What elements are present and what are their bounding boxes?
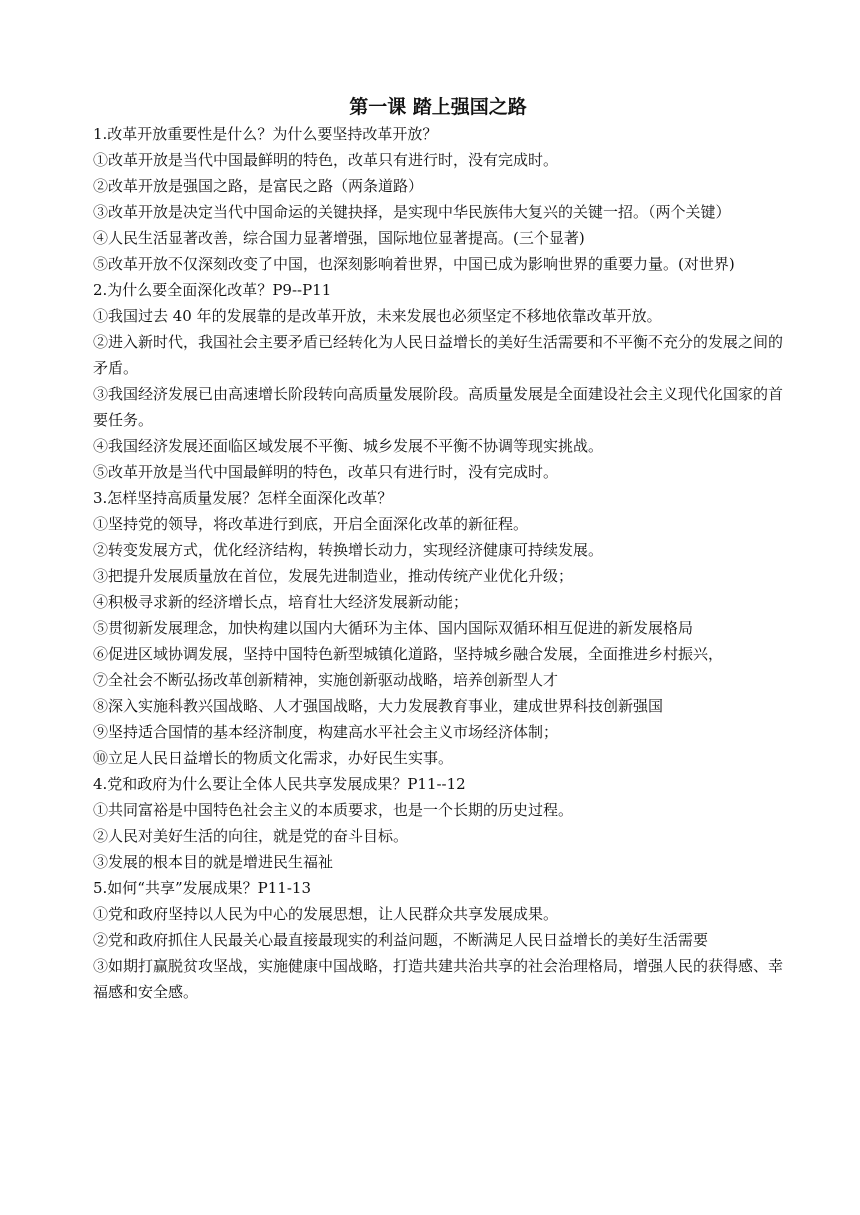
answer-2-1: ①我国过去 40 年的发展靠的是改革开放，未来发展也必须坚定不移地依靠改革开放。 <box>93 307 662 325</box>
answer-3-10: ⑩立足人民日益增长的物质文化需求，办好民生实事。 <box>93 749 454 767</box>
question-1: 1.改革开放重要性是什么？为什么要坚持改革开放？ <box>93 125 438 143</box>
question-3: 3.怎样坚持高质量发展？怎样全面深化改革？ <box>93 489 393 507</box>
answer-2-2: ②进入新时代，我国社会主要矛盾已经转化为人民日益增长的美好生活需要和不平衡不充分的发展之间的矛盾。 <box>93 333 784 377</box>
answer-3-8: ⑧深入实施科教兴国战略、人才强国战略，大力发展教育事业，建成世界科技创新强国 <box>93 697 664 715</box>
question-4: 4.党和政府为什么要让全体人民共享发展成果？P11--12 <box>93 775 466 793</box>
answer-2-3: ③我国经济发展已由高速增长阶段转向高质量发展阶段。高质量发展是全面建设社会主义现代化国家的首要任务。 <box>93 385 784 429</box>
question-5: 5.如何“共享”发展成果？P11-13 <box>93 879 311 897</box>
answer-1-5: ⑤改革开放不仅深刻改变了中国，也深刻影响着世界，中国已成为影响世界的重要力量。(对世界) <box>93 255 735 273</box>
document-page <box>93 93 783 1005</box>
answer-3-1: ①坚持党的领导，将改革进行到底，开启全面深化改革的新征程。 <box>93 515 529 533</box>
answer-5-1: ①党和政府坚持以人民为中心的发展思想，让人民群众共享发展成果。 <box>93 905 559 923</box>
answer-4-2: ②人民对美好生活的向往，就是党的奋斗目标。 <box>93 827 409 845</box>
answer-5-2: ②党和政府抓住人民最关心最直接最现实的利益问题，不断满足人民日益增长的美好生活需要 <box>93 931 709 949</box>
answer-1-2: ②改革开放是强国之路，是富民之路（两条道路） <box>93 177 424 195</box>
answer-3-2: ②转变发展方式，优化经济结构，转换增长动力，实现经济健康可持续发展。 <box>93 541 604 559</box>
answer-3-9: ⑨坚持适合国情的基本经济制度，构建高水平社会主义市场经济体制； <box>93 723 559 741</box>
answer-3-5: ⑤贯彻新发展理念，加快构建以国内大循环为主体、国内国际双循环相互促进的新发展格局 <box>93 619 694 637</box>
answer-3-7: ⑦全社会不断弘扬改革创新精神，实施创新驱动战略，培养创新型人才 <box>93 671 559 689</box>
answer-1-3: ③改革开放是决定当代中国命运的关键抉择，是实现中华民族伟大复兴的关键一招。（两个关键） <box>93 203 731 221</box>
answer-4-3: ③发展的根本目的就是增进民生福祉 <box>93 853 334 871</box>
question-2: 2.为什么要全面深化改革？P9--P11 <box>93 281 332 299</box>
page-title: 第一课 踏上强国之路 <box>349 96 527 118</box>
answer-2-5: ⑤改革开放是当代中国最鲜明的特色，改革只有进行时，没有完成时。 <box>93 463 559 481</box>
answer-5-3: ③如期打赢脱贫攻坚战，实施健康中国战略，打造共建共治共享的社会治理格局，增强人民的获得感、幸福感和安全感。 <box>93 957 784 1001</box>
answer-3-4: ④积极寻求新的经济增长点，培育壮大经济发展新动能； <box>93 593 469 611</box>
answer-1-1: ①改革开放是当代中国最鲜明的特色，改革只有进行时，没有完成时。 <box>93 151 559 169</box>
answer-3-3: ③把提升发展质量放在首位，发展先进制造业，推动传统产业优化升级； <box>93 567 574 585</box>
answer-1-4: ④人民生活显著改善，综合国力显著增强，国际地位显著提高。(三个显著) <box>93 229 585 247</box>
answer-4-1: ①共同富裕是中国特色社会主义的本质要求，也是一个长期的历史过程。 <box>93 801 574 819</box>
answer-2-4: ④我国经济发展还面临区域发展不平衡、城乡发展不平衡不协调等现实挑战。 <box>93 437 604 455</box>
answer-3-6: ⑥促进区域协调发展，坚持中国特色新型城镇化道路，坚持城乡融合发展，全面推进乡村振兴， <box>93 645 724 663</box>
